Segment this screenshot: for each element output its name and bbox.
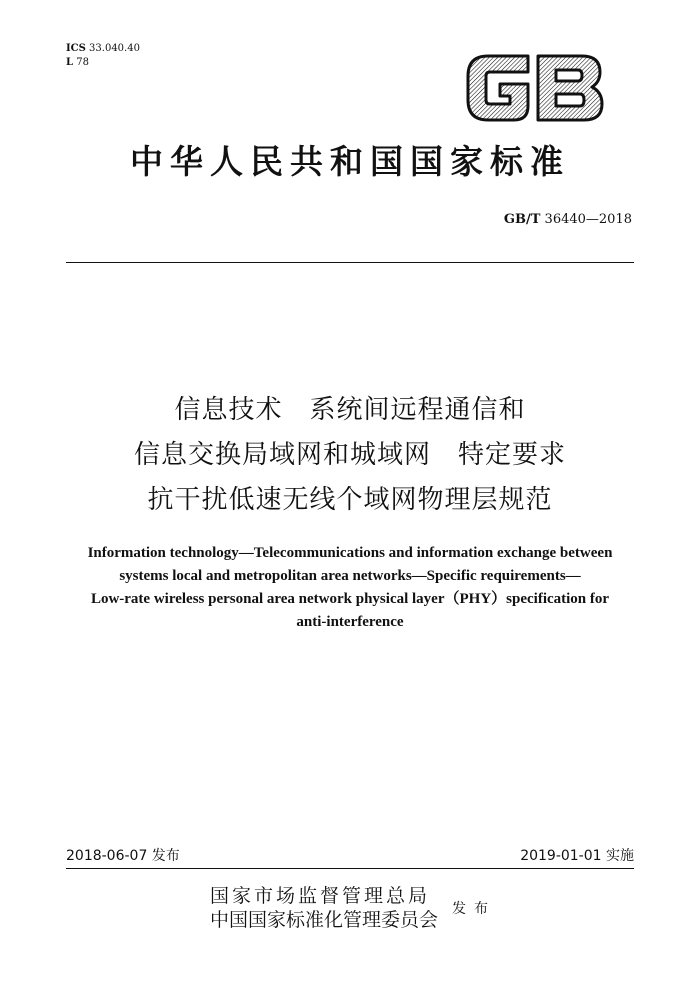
en-title-line-4: anti-interference [296,614,404,630]
issuer-samr: 国家市场监督管理总局 [210,885,431,907]
ccs-label: L [66,57,74,68]
issue-date: 2018-06-07 发布 [66,848,180,864]
footer-divider [66,868,634,869]
cn-title-line-1: 信息技术 系统间远程通信和 [174,395,526,425]
publish-label: 发布 [452,901,496,917]
ics-line [66,42,140,55]
cn-title-line-3: 抗干扰低速无线个域网物理层规范 [147,485,553,515]
ics-label: ICS [66,43,86,54]
ccs-line [66,56,89,69]
gb-logo-icon [462,46,608,128]
header-divider [66,262,634,263]
standard-title: 中华人民共和国国家标准 [130,142,570,181]
cn-title-line-2: 信息交换局域网和城域网 特定要求 [133,440,566,470]
implementation-date: 2019-01-01 实施 [520,848,634,864]
standard-code [504,212,632,227]
ccs-value: 78 [76,57,89,68]
en-title-line-3: Low-rate wireless personal area network physical layer（PHY）specification for [90,591,610,607]
standard-code-number: 36440—2018 [544,212,632,227]
en-title-line-2: systems local and metropolitan area networks—Specific requirements— [119,568,581,584]
standard-code-prefix: GB/T [503,212,541,227]
ics-value: 33.040.40 [89,43,140,54]
en-title-line-1: Information technology—Telecommunications and information exchange between [87,545,613,561]
issuer-sac: 中国国家标准化管理委员会 [210,909,439,931]
